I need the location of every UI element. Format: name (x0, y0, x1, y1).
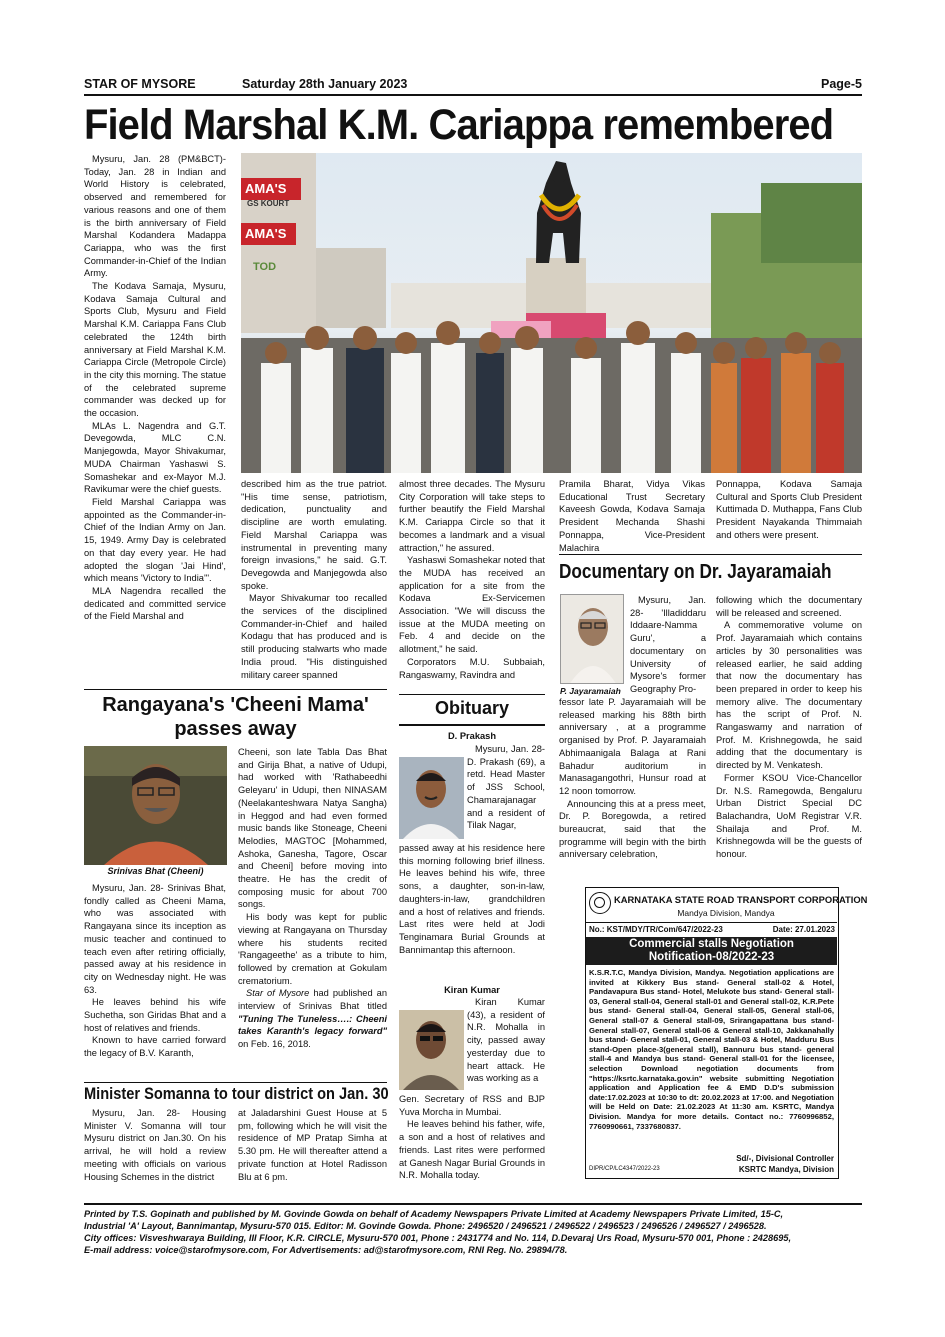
obit-2-name: Kiran Kumar (444, 985, 500, 995)
obituary-top-rule (399, 694, 545, 695)
lead-headline: Field Marshal K.M. Cariappa remembered (84, 101, 834, 149)
documentary-c2-p3: Former KSOU Vice-Chancellor Dr. N.S. Ramegowda, Bengaluru Urban District Special DC Balachandra, UoM Registrar V.R. Shailaja and Prof. M. Krishnegowda will be the guests of honour. (716, 772, 862, 860)
page-number: Page-5 (821, 77, 862, 91)
lead-c1-p3: MLAs L. Nagendra and G.T. Devegowda, MLC C.N. Manjegowda, Mayor Shivakumar, MUDA Chairman Yashaswi S. Somashekar and ex-Mayor M.J. Ravikumar were the chief guests. (84, 420, 226, 495)
ad-dipr-number: DIPR/CP/LC4347/2022-23 (589, 1166, 660, 1172)
cheeni-c2-post: on Feb. 16, 2018. (238, 1039, 311, 1050)
cheeni-top-rule (84, 689, 387, 690)
somanna-top-rule (84, 1082, 387, 1083)
cheeni-column-1 (84, 882, 226, 1060)
ksrtc-logo-icon (589, 892, 611, 914)
photo-sign-3: AMA'S (245, 226, 287, 241)
cheeni-c2-mid: had published an interview of Srinivas Bhat titled (238, 988, 388, 1012)
lead-c3-p3: Corporators M.U. Subbaiah, Rangaswamy, Ravindra and (399, 656, 545, 680)
lead-c2-p2: Mayor Shivakumar too recalled the services of the disciplined Commander-in-Chief and hailed Kodagu that has produced and is still producing stalwarts who made India proud. "His distinguished military career spanned (241, 593, 387, 680)
documentary-c2-p2: A commemorative volume on Prof. Jayaramaiah which contains articles by 30 personalities was released earlier, he said adding that now the documentary has been prepared in order to keep his memory alive. The documentary has the script of Prof. N. Rangaswamy and narration of Prof. M. Krishnegowda, he said adding that the documentary is directed by M. Venkatesh. (716, 620, 862, 771)
ad-rule-1 (586, 922, 837, 923)
ad-title: KARNATAKA STATE ROAD TRANSPORT CORPORATION (614, 894, 868, 905)
ad-signatory-2: KSRTC Mandya, Division (738, 1165, 834, 1174)
lead-column-2 (241, 478, 387, 681)
jayaramaiah-caption: P. Jayaramaiah (560, 686, 624, 696)
cheeni-c2-p2: His body was kept for public viewing at Rangayana on Thursday where his students recited 'Rangageethe' as a tribute to him, followed by cremation at Gokulam crematorium. (238, 912, 387, 986)
footer-imprint (84, 1208, 874, 1256)
lead-c3-p1: almost three decades. The Mysuru City Corporation will take steps to further beautify the Field Marshal K.M. Cariappa Circle so that it becomes a landmark and a visual attraction," he assured. (399, 479, 545, 553)
srinivas-bhat-photo (84, 746, 227, 865)
issue-date: Saturday 28th January 2023 (242, 77, 408, 91)
documentary-c1-p2: Announcing this at a press meet, Dr. P. Boregowda, a retired bureaucrat, said that the programme will begin with the birth anniversary celebration, (559, 798, 706, 860)
ad-subtitle: Mandya Division, Mandya (677, 908, 775, 918)
cheeni-c1-p3: Known to have carried forward the legacy of B.V. Karanth, (84, 1035, 226, 1059)
cheeni-headline (84, 693, 387, 741)
ad-body: K.S.R.T.C, Mandya Division, Mandya. Negotiation applications are invited at Kikkery Bus stand- General stall-02 & Hotel, Pandavapura Bus stand- Hotel, Melukote bus stand- General stall-03, General stall-04, General stall-01 and General stall-02, K.R.Pete bus stand- General stall-04, General stall-05, General stall-06, General stall-07 & General stall-09, Srirangapattana bus stand- General stall-07, General stall-06 & General stall-10, Jakkanahally bus stand- General stall-01, General stall-03 & Hotel, Madduru Bus stand-Open place-3(general stall), Bannuru bus stand- general stall-4 and Mandya bus stand- General stall-01 for the licensee, selection Download negotiation documents from "https://ksrtc.karnataka.gov.in" website submitting Negotiation application and Application fee & EMD D.D's submission date:17.02.2023 at 10:30 to dt: 20.02.2023 at 17:00. and Negotiation will be Held on Date: 21.02.2023 At 11:30 am. KSRTC, Mandya Division. Mandya for more details. Contact no.: 7760996852, 7760990661, 7337680837. (589, 968, 834, 1131)
masthead (84, 77, 862, 91)
obituary-label: Obituary (434, 698, 509, 718)
lead-c1-p2: The Kodava Samaja, Mysuru, Kodava Samaja Cultural and Sports Club, Mysuru and Field Marshal K.M. Cariappa Fans Club celebrated the 124th birth anniversary at Field Marshal K.M. Cariappa Circle (Metropole Circle) in the city this morning. The statue of the celebrated supreme commander was decked up for the occasion. (84, 281, 226, 419)
lead-c2-p1: described him as the true patriot. "His time sense, patriotism, dedication, punctuality and discipline are worth emulating. Field Marshal Cariappa was instrumental in preventing many foreign invasions," he said. G.T. Devegowda and Manjegowda also spoke. (241, 479, 387, 591)
lead-c1-p5: MLA Nagendra recalled the dedicated and committed service of the Field Marshal and (84, 585, 226, 622)
documentary-c2-p1: following which the documentary will be released and screened. (716, 595, 862, 618)
documentary-top-rule (559, 554, 862, 555)
obit-2-p1: Gen. Secretary of RSS and BJP Yuva Morcha in Mumbai. (399, 1094, 545, 1117)
lead-column-1 (84, 153, 226, 623)
cariappa-statue-photo (241, 153, 862, 473)
lead-c1-p4: Field Marshal Cariappa was appointed as the Commander-in-Chief of the Indian Army on Jan. 15, 1949. Army Day is celebrated on that day every year. He had adopted the slogan 'Jai Hind', which means 'Victory to India'". (84, 496, 226, 584)
lead-column-5 (716, 478, 862, 542)
ksrtc-advertisement (585, 887, 868, 1179)
obituary-label-rule (399, 724, 545, 726)
cheeni-c2-pub-name: Star of Mysore (246, 988, 310, 999)
lead-column-3 (399, 478, 545, 681)
ad-ref-number: No.: KST/MDY/TR/Com/647/2022-23 (589, 925, 723, 934)
obit-1-name: D. Prakash (447, 731, 497, 741)
srinivas-bhat-caption: Srinivas Bhat (Cheeni) (84, 866, 227, 876)
ad-banner-line2: Notification-08/2022-23 (648, 951, 775, 963)
documentary-headline: Documentary on Dr. Jayaramaiah (559, 561, 832, 583)
paper-name: STAR OF MYSORE (84, 77, 196, 91)
obit-2-p2: He leaves behind his father, wife, a son and a host of relatives and friends. Last rites were performed at Ganesh Nagar Burial Grounds in N.R. Mohalla today. (399, 1119, 545, 1181)
footer-line-3: City offices: Visveshwaraya Building, III Floor, K.R. CIRCLE, Mysuru-570 001, Phone : 2431774 and No. 114, D.Devaraj Urs Road, Mysuru-570 001, Phone : 2428695, (84, 1233, 792, 1243)
lead-c4-p1: Pramila Bharat, Vidya Vikas Educational Trust Secretary Kaveesh Gowda, Kodava Samaja President Mechanda Shashi Ponnappa, Vice-President Malachira (559, 479, 705, 553)
obit-2-narrow: Kiran Kumar (43), a resident of N.R. Mohalla in city, passed away yesterday due to heart attack. He was working as a (467, 997, 545, 1084)
lead-column-4 (559, 478, 705, 554)
cheeni-c1-p1: Mysuru, Jan. 28- Srinivas Bhat, fondly called as Cheeni Mama, who was associated with Rangayana since its inception as music teacher and continued to teach even after retiring officially, passed away at his residence in city on Wednesday night. He was 63. (84, 883, 226, 995)
obit-2-wide (399, 1093, 545, 1182)
documentary-column-1-narrow: Mysuru, Jan. 28- 'Illadiddaru Iddaare-Namma Guru', a documentary on University of Mysore's former Geography Pro- (630, 595, 706, 694)
cheeni-c2-p1: Cheeni, son late Tabla Das Bhat and Girija Bhat, a native of Udupi, had worked with 'Rathabeedhi Geleyaru' in Udupi, then NINASAM (Neelakanteshwara Natya Sangha) in Heggod and had even formed music bands like Stoneage, Cheeni Melodies, MAGTOC [Mohammed, Ashoka, Ganesha, Tagore, Oscar and Cheeni] before moving into theatre. He has the credit of composing music for about 700 songs. (238, 747, 387, 910)
cheeni-c2-article-title: "Tuning The Tuneless….: Cheeni takes Karanth's legacy forward" (238, 1013, 387, 1037)
footer-rule (84, 1203, 862, 1205)
documentary-column-2 (716, 594, 862, 861)
obit-1-narrow: Mysuru, Jan. 28- D. Prakash (69), a retd. Head Master of JSS School, Chamarajanagar and a resident of Tilak Nagar, (467, 744, 545, 831)
documentary-c1-p1: fessor late P. Jayaramaiah will be released marking his 88th birth anniversary , at a programme organised by Prof. P. Jayaramaiah Abhimaanigala Balaga at Rani Bahadur auditorium in Manasagangothri, Hunsur road at 12 noon tomorrow. (559, 697, 706, 796)
cheeni-column-2 (238, 746, 387, 1051)
obit-1-wide: passed away at his residence here this morning following brief illness. He leaves behind his wife, three sons, a daughter, son-in-law, daughters-in-law, grandchildren and a host of relatives and friends. Last rites were held at Jodi Tenginamara Burial Grounds at Bannimantap this afternoon. (399, 843, 545, 955)
ad-date: Date: 27.01.2023 (772, 925, 835, 934)
documentary-column-1 (559, 696, 706, 861)
somanna-column-2: at Jaladarshini Guest House at 5 pm, following which he will visit the residence of MP Pratap Simha at 5.30 pm. He will thereafter attend a private function at Hotel Radisson Blu at 6 pm. (238, 1108, 387, 1182)
lead-c1-p1: Mysuru, Jan. 28 (PM&BCT)- Today, Jan. 28 in Indian and World History is celebrated, observed and remembered for various reasons and one of them is the birth anniversary of Field Marshal Kodandera Madappa Cariappa, who was the first Commander-in-Chief of the Indian Army. (84, 154, 226, 279)
ad-banner (586, 937, 837, 965)
ad-banner-line1: Commercial stalls Negotiation (629, 938, 794, 950)
jayaramaiah-photo (560, 594, 624, 684)
lead-c3-p2: Yashaswi Somashekar noted that the MUDA has received an application for a site from the Kodava Ex-Servicemen Association. "We will discuss the issue at the MUDA meeting on Feb. 4 and decide on the allotment," he said. (399, 555, 545, 655)
somanna-column-1: Mysuru, Jan. 28- Housing Minister V. Somanna will tour Mysuru district on Jan.30. On his arrival, he will hold a review meeting with officials on various Housing Schemes in the district (84, 1108, 226, 1182)
cheeni-headline-line1: Rangayana's 'Cheeni Mama' (102, 694, 369, 716)
photo-sign-4: TOD (253, 261, 277, 273)
cheeni-c2-p3 (238, 987, 387, 1051)
photo-scene (241, 153, 862, 473)
cheeni-c1-p2: He leaves behind his wife Suchetha, son Giridas Bhat and a host of relatives and friends. (84, 997, 226, 1033)
footer-line-4: E-mail address: voice@starofmysore.com, For Advertisements: ad@starofmysore.com, RNI Reg. No. 29894/78. (84, 1245, 568, 1255)
footer-line-1: Printed by T.S. Gopinath and published by M. Govinde Gowda on behalf of Academy Newspapers Private Limited at Academy Newspapers Private Limited, 15-C, (84, 1209, 784, 1219)
portrait-srinivas-bhat (84, 746, 227, 865)
lead-c5-p1: Ponnappa, Kodava Samaja Cultural and Sports Club President Kuttimada D. Muthappa, Fans Club President Nayakanda Thimmaiah and others were present. (716, 479, 862, 540)
somanna-headline: Minister Somanna to tour district on Jan. 30 (84, 1084, 389, 1103)
photo-sign-1: AMA'S (245, 181, 287, 196)
ad-signatory-1: Sd/-, Divisional Controller (736, 1154, 834, 1163)
photo-sign-2: GS KOURT (247, 199, 290, 208)
cheeni-headline-line2: passes away (174, 718, 297, 740)
masthead-rule (84, 94, 862, 96)
portrait-jayaramaiah (561, 595, 624, 684)
footer-line-2: Industrial 'A' Layout, Bannimantap, Mysuru-570 015. Editor: M. Govinde Gowda. Phone: 2496520 / 2496521 / 2496522 / 2496523 / 2496526 / 2496527 / 2496528. (84, 1221, 767, 1231)
